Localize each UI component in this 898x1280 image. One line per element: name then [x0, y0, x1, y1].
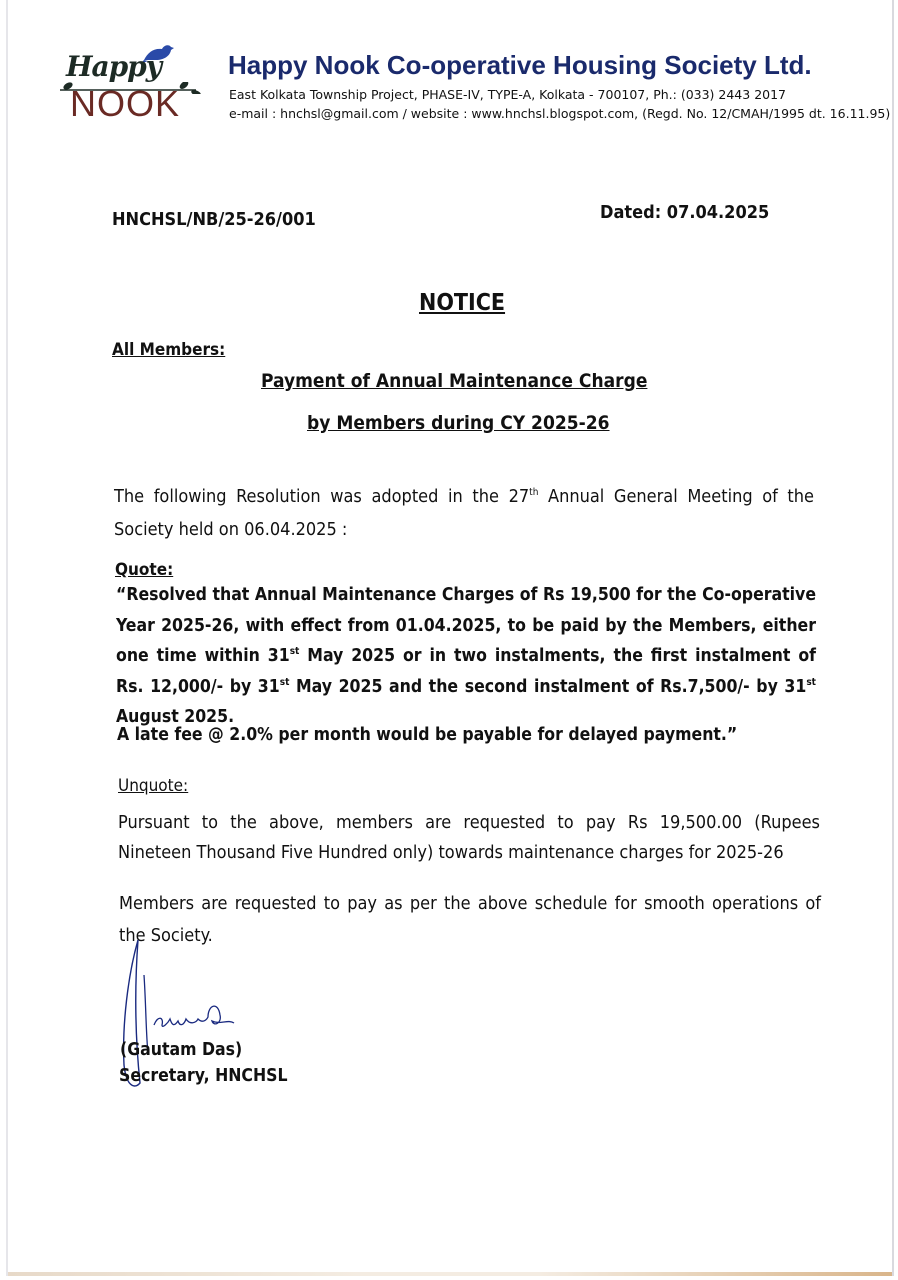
- members-request-paragraph: Members are requested to pay as per the above schedule for smooth operations of the Society.: [119, 893, 821, 946]
- organization-name: Happy Nook Co-operative Housing Society Ltd.: [228, 50, 812, 80]
- organization-contact: e-mail : hnchsl@gmail.com / website : www.hnchsl.blogspot.com, (Regd. No. 12/CMAH/1995 dt. 16.11.95): [229, 106, 891, 121]
- notice-document: [6, 0, 894, 1276]
- reference-number: HNCHSL/NB/25-26/001: [112, 209, 316, 230]
- resolution-paragraph: “Resolved that Annual Maintenance Charges of Rs 19,500 for the Co-operative Year 2025-26, with effect from 01.04.2025, to be paid by the Members, either one time within 31st May 2025 or in two instalments, the first instalment of Rs. 12,000/- by 31st May 2025 and the second instalment of Rs.7,500/- by 31st August 2025.: [116, 585, 816, 727]
- notice-date: Dated: 07.04.2025: [600, 202, 770, 223]
- quote-label: Quote:: [115, 560, 174, 580]
- organization-address: East Kolkata Township Project, PHASE-IV, TYPE-A, Kolkata - 700107, Ph.: (033) 2443 2017: [229, 87, 787, 102]
- subject-line-1: Payment of Annual Maintenance Charge: [261, 370, 648, 392]
- unquote-label: Unquote:: [118, 776, 189, 796]
- signatory-name: (Gautam Das): [120, 1040, 243, 1060]
- intro-paragraph: The following Resolution was adopted in the 27th Annual General Meeting of the Society held on 06.04.2025 :: [114, 486, 814, 540]
- logo-happy-text: Happy: [66, 50, 162, 83]
- addressee: All Members:: [112, 340, 226, 360]
- society-logo: [56, 38, 206, 128]
- logo-nook-text: NOOK: [70, 83, 181, 124]
- pursuant-paragraph: Pursuant to the above, members are requested to pay Rs 19,500.00 (Rupees Nineteen Thousand Five Hundred only) towards maintenance charges for 2025-26: [118, 812, 820, 863]
- subject-line-2: by Members during CY 2025-26: [307, 412, 610, 434]
- late-fee-clause: A late fee @ 2.0% per month would be payable for delayed payment.”: [117, 725, 738, 745]
- signatory-designation: Secretary, HNCHSL: [119, 1066, 288, 1086]
- page-title: NOTICE: [419, 290, 506, 316]
- page-edge: [8, 1272, 892, 1276]
